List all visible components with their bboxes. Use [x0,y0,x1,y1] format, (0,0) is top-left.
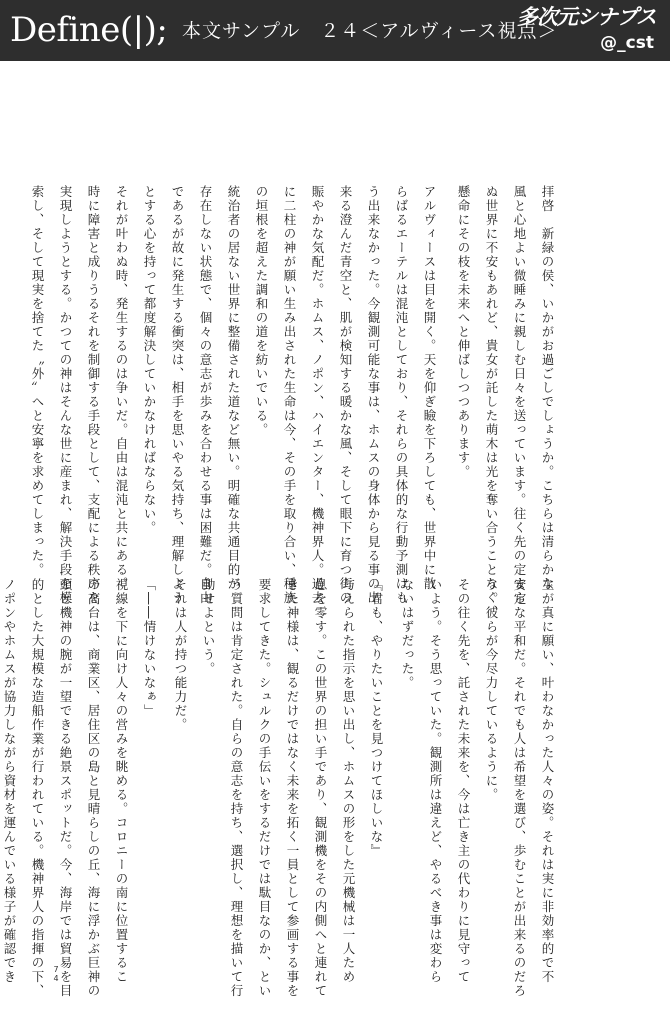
text-column: 存在しない状態で、個々の意志が歩みを合わせる事は困難だ。自由 [198,185,213,605]
text-column: 懸命にその枝を未来へと伸ばしつつあります。 [456,185,471,479]
text-column: とする心を持って都度解決していかなければならない。 [142,185,157,535]
text-column: ないはずだった。 [400,578,415,690]
text-column: 頭と機神の腕が一望できる絶景スポットだ。今、海岸では貿易を目 [58,578,73,998]
text-column: ノポンやホムスが協力しながら資材を運んでいる様子が確認でき [2,578,17,984]
text-column: アルヴィースは目を開く。天を仰ぎ瞼を下ろしても、世界中に散 [422,185,437,591]
page-subtitle: 本文サンプル ２４＜アルヴィース視点＞ [182,20,558,42]
text-column: それは人が持つ能力だ。 [173,578,188,732]
text-column: 要求してきた。シュルクの手伝いをするだけでは駄目なのか、とい [257,578,272,998]
text-column: 『君も、やりたいことを見つけてほしいな』 [369,578,384,858]
circle-name: 多次元シナプス [516,5,656,29]
text-column: う質問は肯定された。自らの意志を持ち、選択し、理想を描いて行 [229,578,244,998]
text-column: の垣根を超えた調和の道を紡いでいる。 [254,185,269,437]
text-column: の高台は、商業区、居住区の島と見晴らしの丘、海に浮かぶ巨神の [86,578,101,998]
text-column: 与えられた指示を思い出し、ホムスの形をした元機械は一人ため [341,578,356,984]
text-block-upper [25,185,560,619]
text-column: きた神様は、観るだけではなく未来を拓く一員として参画する事を [285,578,300,998]
text-column: らばるエーテルは混沌としており、それらの具体的な行動予測はも [394,185,409,605]
text-column: 時に障害と成りうるそれを制御する手段として、支配による秩序を [86,185,101,605]
text-column: 息を零す。この世界の担い手であり、観測機をその内側へと連れて [313,578,328,998]
logo-title: Define(|); [10,10,168,50]
text-column: 風と心地よい微睡みに親しむ日々を送っています。往く先の定まら [512,185,527,605]
text-column: 賑やかな気配だ。ホムス、ノポン、ハイエンター、機神界人。過去 [310,185,325,605]
text-column: 安定な平和だ。それでも人は希望を選び、歩むことが出来るのだろ [512,578,527,998]
text-column: 動せよという。 [201,578,216,676]
text-column: ぬ世界に不安もあれど、貴女が託した萌木は光を奪い合うことなく、 [484,185,499,619]
text-column: 主が真に願い、叶わなかった人々の姿。それは実に非効率的で不 [540,578,555,984]
text-column: に二柱の神が願い生み出された生命は今、その手を取り合い、種族 [282,185,297,605]
title-bar [0,0,670,61]
text-column: 的とした大規模な造船作業が行われている。機神界人の指揮の下、 [30,578,45,998]
text-column: それが叶わぬ時、発生するのは争いだ。自由は混沌と共にある。 [114,185,129,591]
text-column: 索し、そして現実を捨てた〝外〟へと安寧を求めてしまった。 [30,185,45,577]
text-column: う出来なかった。今観測可能な事は、ホムスの身体から見る事の出 [366,185,381,605]
text-column: う。彼らが今尽力しているように。 [484,578,499,802]
page-number: 74 [53,965,59,983]
author-handle: @_cst [600,33,654,53]
text-column: であるが故に発生する衝突は、相手を思いやる気持ち、理解しよう [170,185,185,605]
text-column: 統治者の居ない世界に整備された道など無い。明確な共通目的が [226,185,241,591]
text-column: いよう。そう思っていた。観測所は違えど、やるべき事は変わら [428,578,443,984]
text-column: 視線を下に向け人々の営みを眺める。コロニーの南に位置するこ [114,578,129,984]
text-column: その往く先を、託された未来を、今は亡き主の代わりに見守って [456,578,471,984]
text-column: 拝啓 新緑の侯、いかがお過ごしでしょうか。こちらは清らかな [540,185,555,591]
text-column: 「――情けないなぁ」 [142,578,157,718]
text-column: 実現しようとする。かつての神はそんな世に産まれ、解決手段を模 [58,185,73,605]
text-column: 来る澄んだ青空と、肌が検知する暖かな風、そして眼下に育つ街の [338,185,353,605]
